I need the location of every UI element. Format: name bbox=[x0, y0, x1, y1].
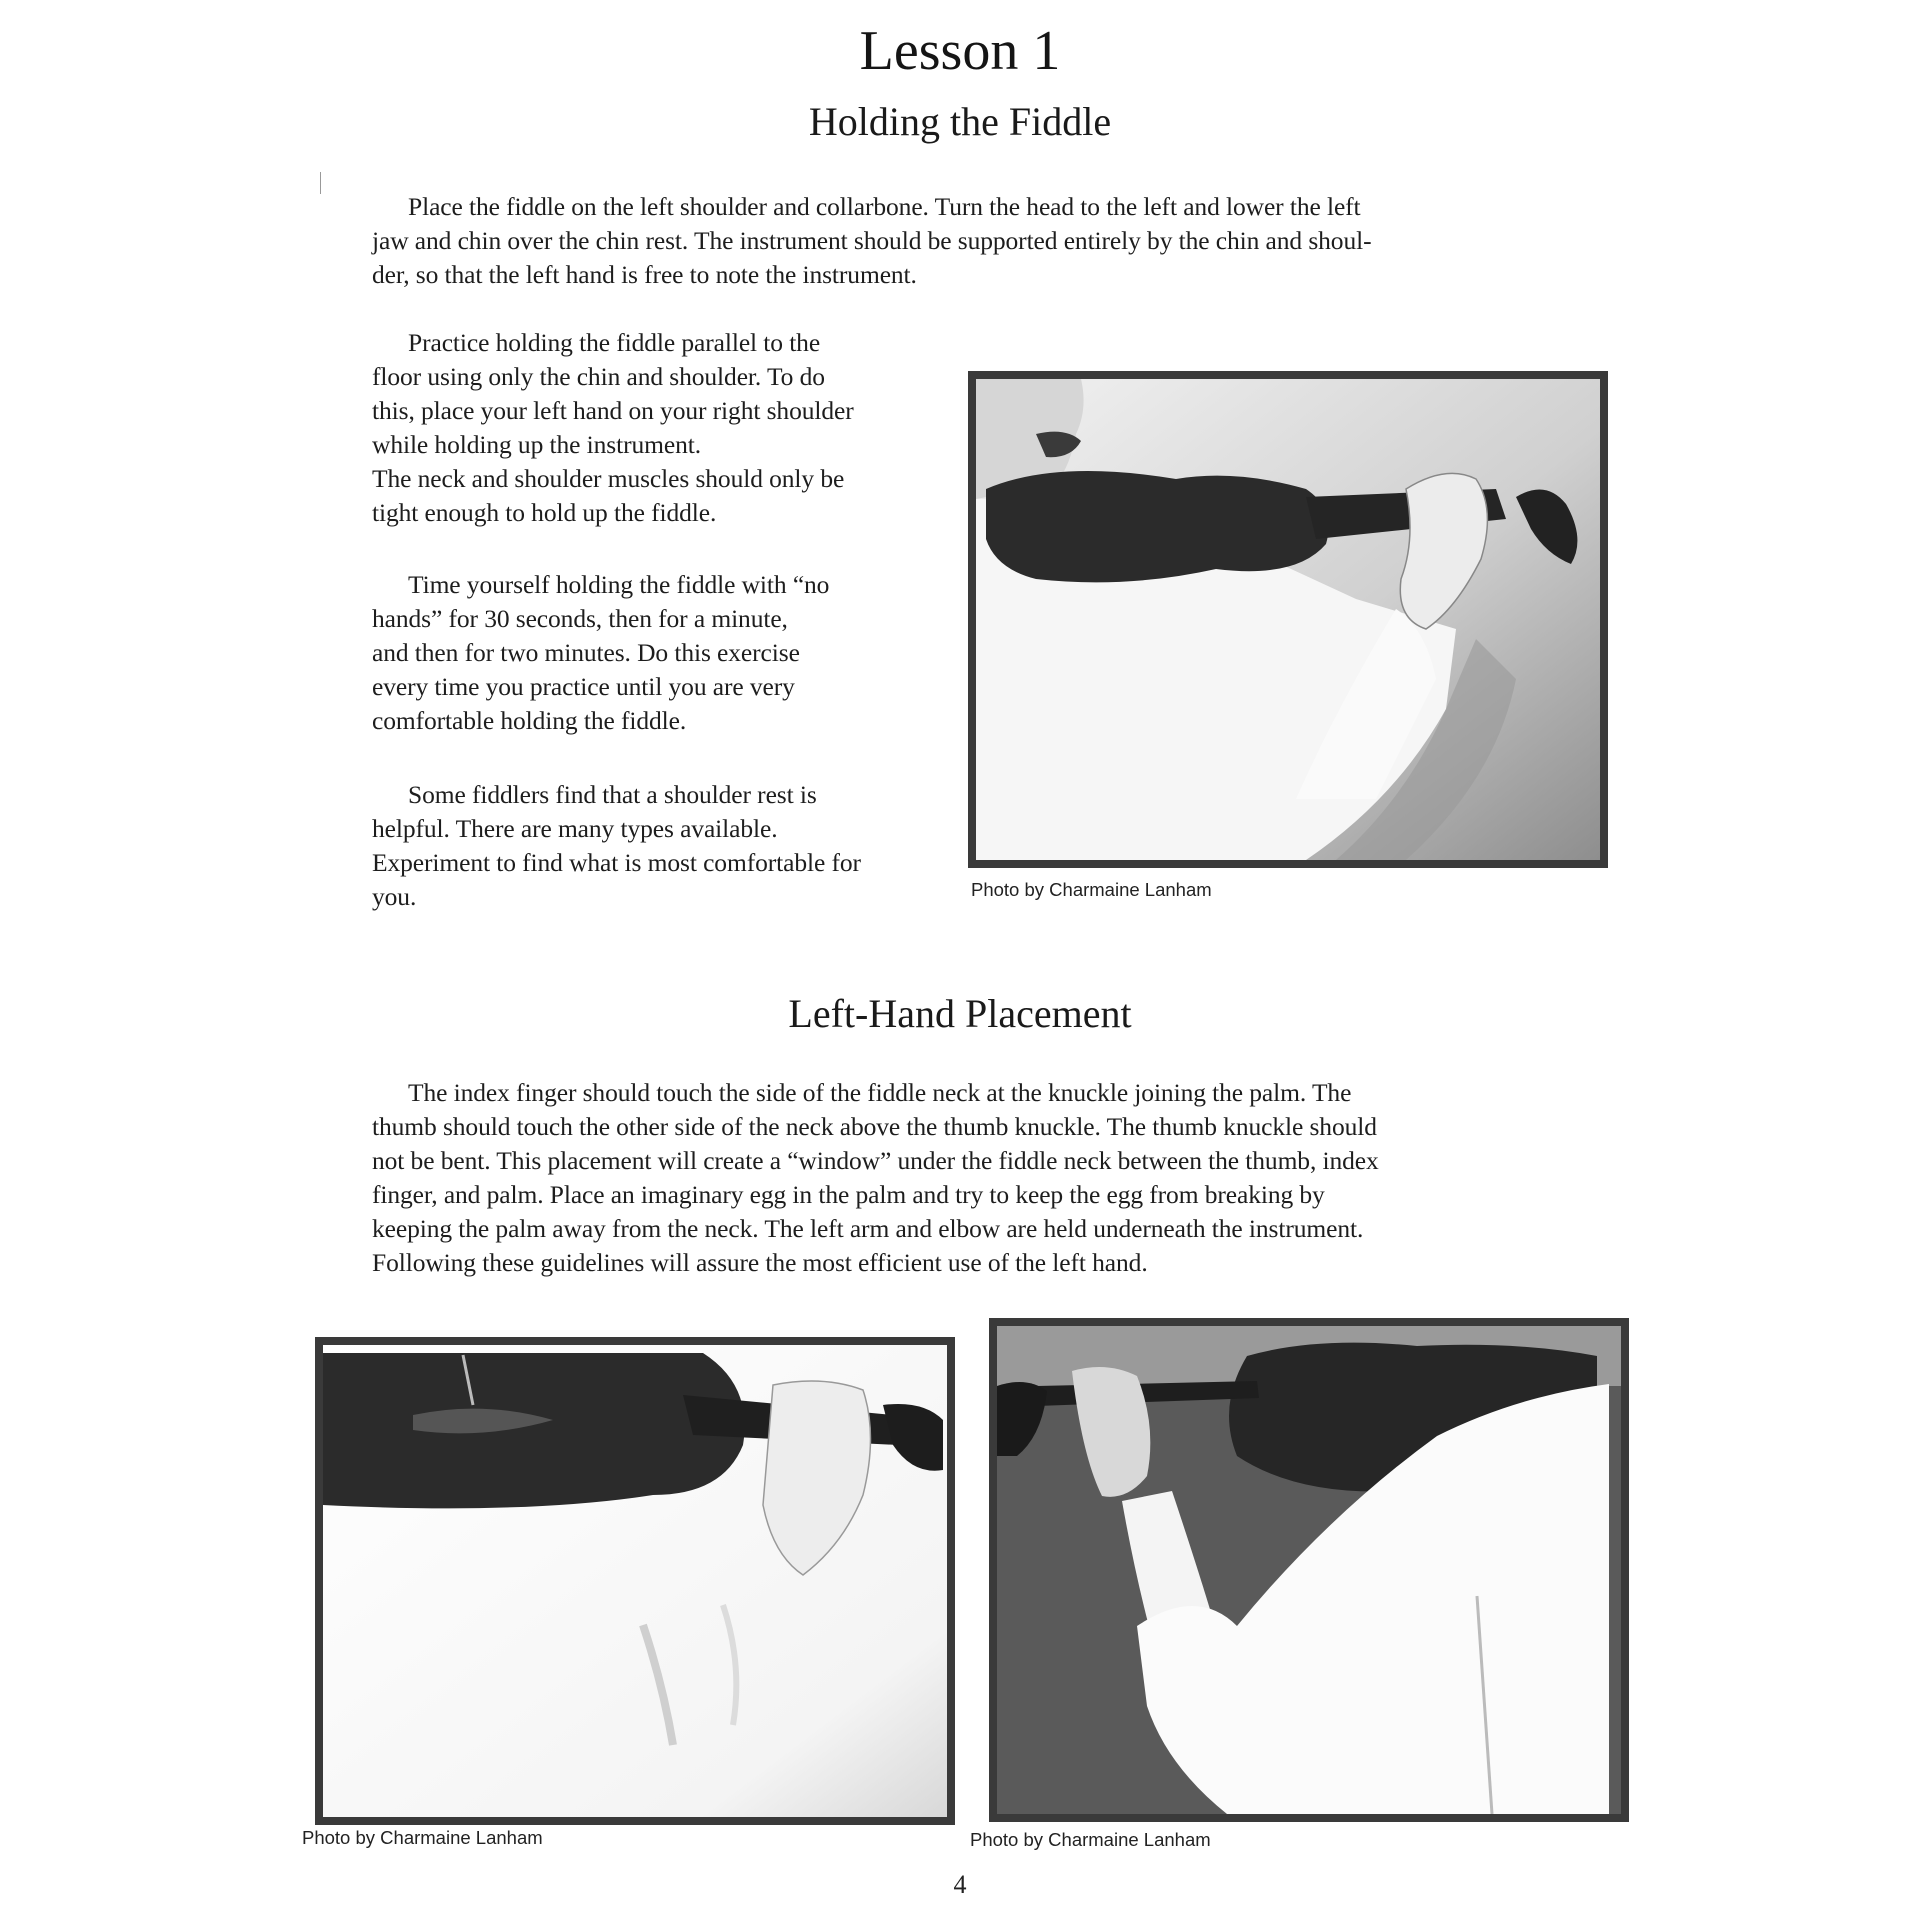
text-line: not be bent. This placement will create a “window” under the fiddle neck between the thumb, index bbox=[372, 1146, 1379, 1175]
photo-credit: Photo by Charmaine Lanham bbox=[970, 1829, 1211, 1850]
text-line: comfortable holding the fiddle. bbox=[372, 706, 687, 735]
text-line: Some fiddlers find that a shoulder rest is bbox=[408, 780, 817, 809]
paragraph-practice bbox=[372, 326, 942, 530]
text-line: finger, and palm. Place an imaginary egg in the palm and try to keep the egg from breaking by bbox=[372, 1180, 1325, 1209]
photo-left-arm-under bbox=[989, 1318, 1629, 1822]
text-line: der, so that the left hand is free to note the instrument. bbox=[372, 260, 917, 289]
paragraph-left-hand bbox=[372, 1076, 1552, 1280]
scan-margin-mark bbox=[320, 172, 321, 194]
text-line: and then for two minutes. Do this exercise bbox=[372, 638, 800, 667]
photo-illustration bbox=[997, 1326, 1621, 1814]
text-line: The neck and shoulder muscles should only be bbox=[372, 464, 845, 493]
section-heading-left-hand: Left-Hand Placement bbox=[788, 991, 1132, 1036]
photo-illustration bbox=[323, 1345, 947, 1817]
text-line: this, place your left hand on your right shoulder bbox=[372, 396, 854, 425]
text-line: Place the fiddle on the left shoulder and collarbone. Turn the head to the left and lower the left bbox=[408, 192, 1361, 221]
section-heading-holding: Holding the Fiddle bbox=[808, 99, 1112, 144]
fiddle-body bbox=[986, 471, 1329, 582]
photo-holding-fiddle bbox=[968, 371, 1608, 868]
paragraph-shoulder-rest bbox=[372, 778, 942, 914]
text-line: Following these guidelines will assure the most efficient use of the left hand. bbox=[372, 1248, 1148, 1277]
text-line: hands” for 30 seconds, then for a minute, bbox=[372, 604, 788, 633]
paragraph-intro bbox=[372, 190, 1552, 292]
photo-left-hand-side bbox=[315, 1337, 955, 1825]
text-line: tight enough to hold up the fiddle. bbox=[372, 498, 717, 527]
page-number: 4 bbox=[953, 1870, 967, 1899]
text-line: The index finger should touch the side of the fiddle neck at the knuckle joining the palm. The bbox=[408, 1078, 1352, 1107]
text-line: helpful. There are many types available. bbox=[372, 814, 778, 843]
text-line: floor using only the chin and shoulder. To do bbox=[372, 362, 825, 391]
photo-credit: Photo by Charmaine Lanham bbox=[971, 879, 1212, 900]
text-line: Practice holding the fiddle parallel to the bbox=[408, 328, 821, 357]
paragraph-time-yourself bbox=[372, 568, 942, 738]
page-title: Lesson 1 bbox=[859, 20, 1061, 82]
text-line: jaw and chin over the chin rest. The instrument should be supported entirely by the chin and shoul- bbox=[372, 226, 1372, 255]
text-line: Time yourself holding the fiddle with “no bbox=[408, 570, 830, 599]
text-line: every time you practice until you are very bbox=[372, 672, 795, 701]
text-line: you. bbox=[372, 882, 417, 911]
photo-illustration bbox=[976, 379, 1600, 860]
fiddle-body bbox=[323, 1353, 745, 1508]
text-line: keeping the palm away from the neck. The left arm and elbow are held underneath the instrument. bbox=[372, 1214, 1364, 1243]
photo-credit: Photo by Charmaine Lanham bbox=[302, 1827, 543, 1848]
text-line: thumb should touch the other side of the neck above the thumb knuckle. The thumb knuckle should bbox=[372, 1112, 1377, 1141]
text-line: Experiment to find what is most comfortable for bbox=[372, 848, 861, 877]
text-line: while holding up the instrument. bbox=[372, 430, 701, 459]
